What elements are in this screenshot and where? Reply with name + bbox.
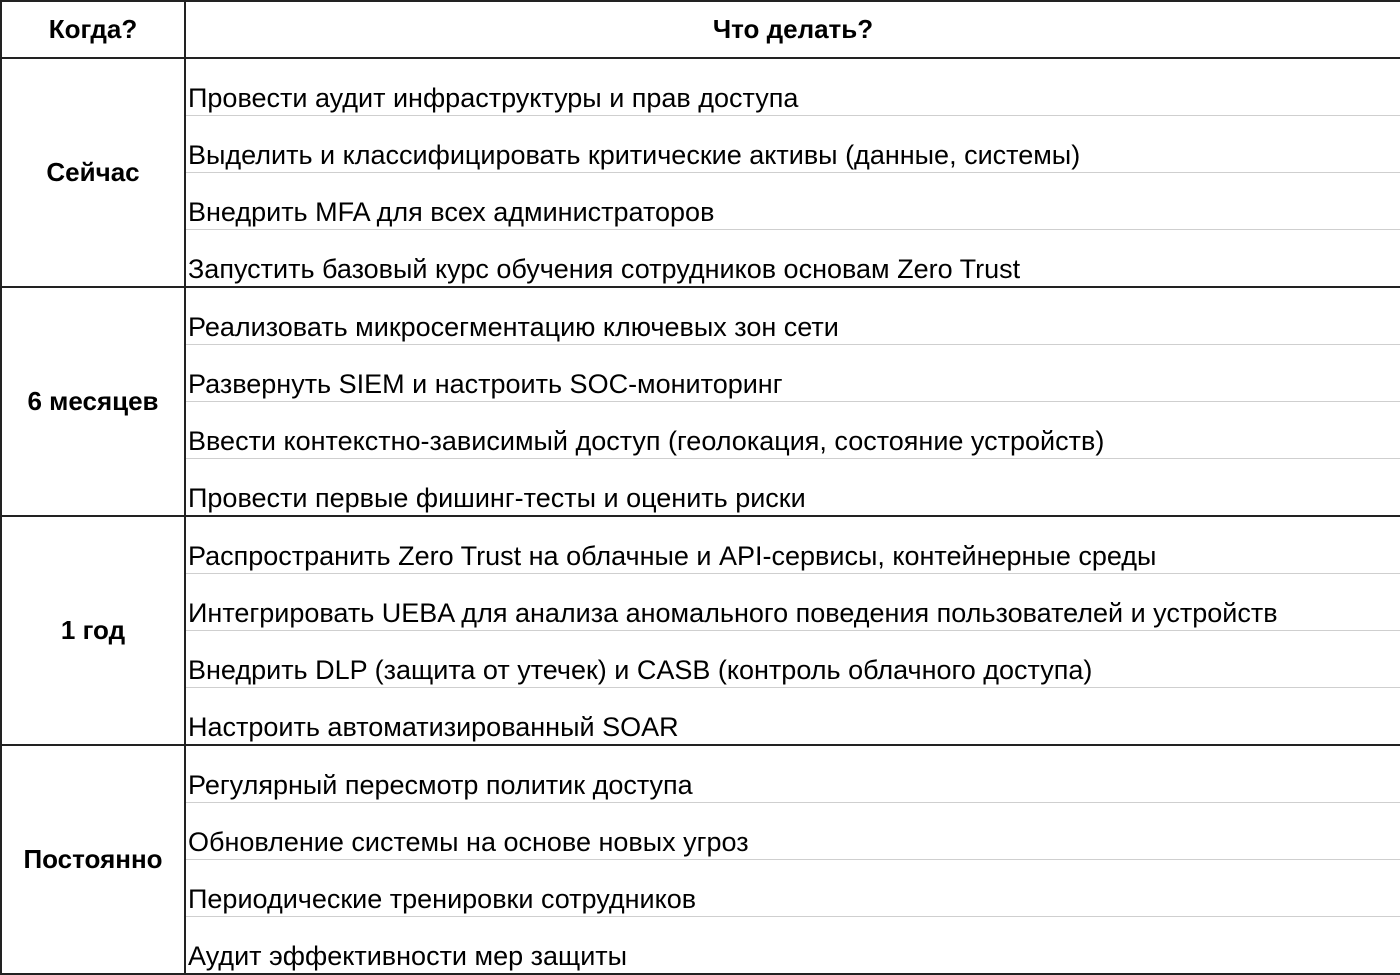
action-cell: Провести первые фишинг-тесты и оценить риски (185, 459, 1400, 517)
action-cell: Распространить Zero Trust на облачные и API-сервисы, контейнерные среды (185, 516, 1400, 574)
stage-cell-now: Сейчас (1, 58, 185, 287)
table-row (1, 803, 1400, 860)
table-row (1, 230, 1400, 288)
table-row (1, 917, 1400, 975)
table-row (1, 745, 1400, 803)
table-row (1, 287, 1400, 345)
stage-cell-6-months: 6 месяцев (1, 287, 185, 516)
action-cell: Внедрить DLP (защита от утечек) и CASB (контроль облачного доступа) (185, 631, 1400, 688)
table-row (1, 116, 1400, 173)
table-row (1, 516, 1400, 574)
table-row (1, 574, 1400, 631)
table-row (1, 860, 1400, 917)
table-row (1, 688, 1400, 746)
header-when: Когда? (1, 1, 185, 58)
action-cell: Провести аудит инфраструктуры и прав доступа (185, 58, 1400, 116)
stage-cell-1-year: 1 год (1, 516, 185, 745)
action-cell: Развернуть SIEM и настроить SOC-мониторинг (185, 345, 1400, 402)
action-cell: Ввести контекстно-зависимый доступ (геолокация, состояние устройств) (185, 402, 1400, 459)
table-row (1, 345, 1400, 402)
action-cell: Аудит эффективности мер защиты (185, 917, 1400, 975)
action-cell: Внедрить MFA для всех администраторов (185, 173, 1400, 230)
header-what: Что делать? (185, 1, 1400, 58)
action-cell: Реализовать микросегментацию ключевых зон сети (185, 287, 1400, 345)
header-row (1, 1, 1400, 58)
table-row (1, 631, 1400, 688)
table-row (1, 459, 1400, 517)
action-cell: Регулярный пересмотр политик доступа (185, 745, 1400, 803)
action-cell: Интегрировать UEBA для анализа аномального поведения пользователей и устройств (185, 574, 1400, 631)
table-row (1, 58, 1400, 116)
table-row (1, 402, 1400, 459)
action-cell: Обновление системы на основе новых угроз (185, 803, 1400, 860)
stage-cell-ongoing: Постоянно (1, 745, 185, 974)
action-cell: Выделить и классифицировать критические активы (данные, системы) (185, 116, 1400, 173)
table-row (1, 173, 1400, 230)
action-cell: Периодические тренировки сотрудников (185, 860, 1400, 917)
action-cell: Настроить автоматизированный SOAR (185, 688, 1400, 746)
action-cell: Запустить базовый курс обучения сотрудников основам Zero Trust (185, 230, 1400, 288)
